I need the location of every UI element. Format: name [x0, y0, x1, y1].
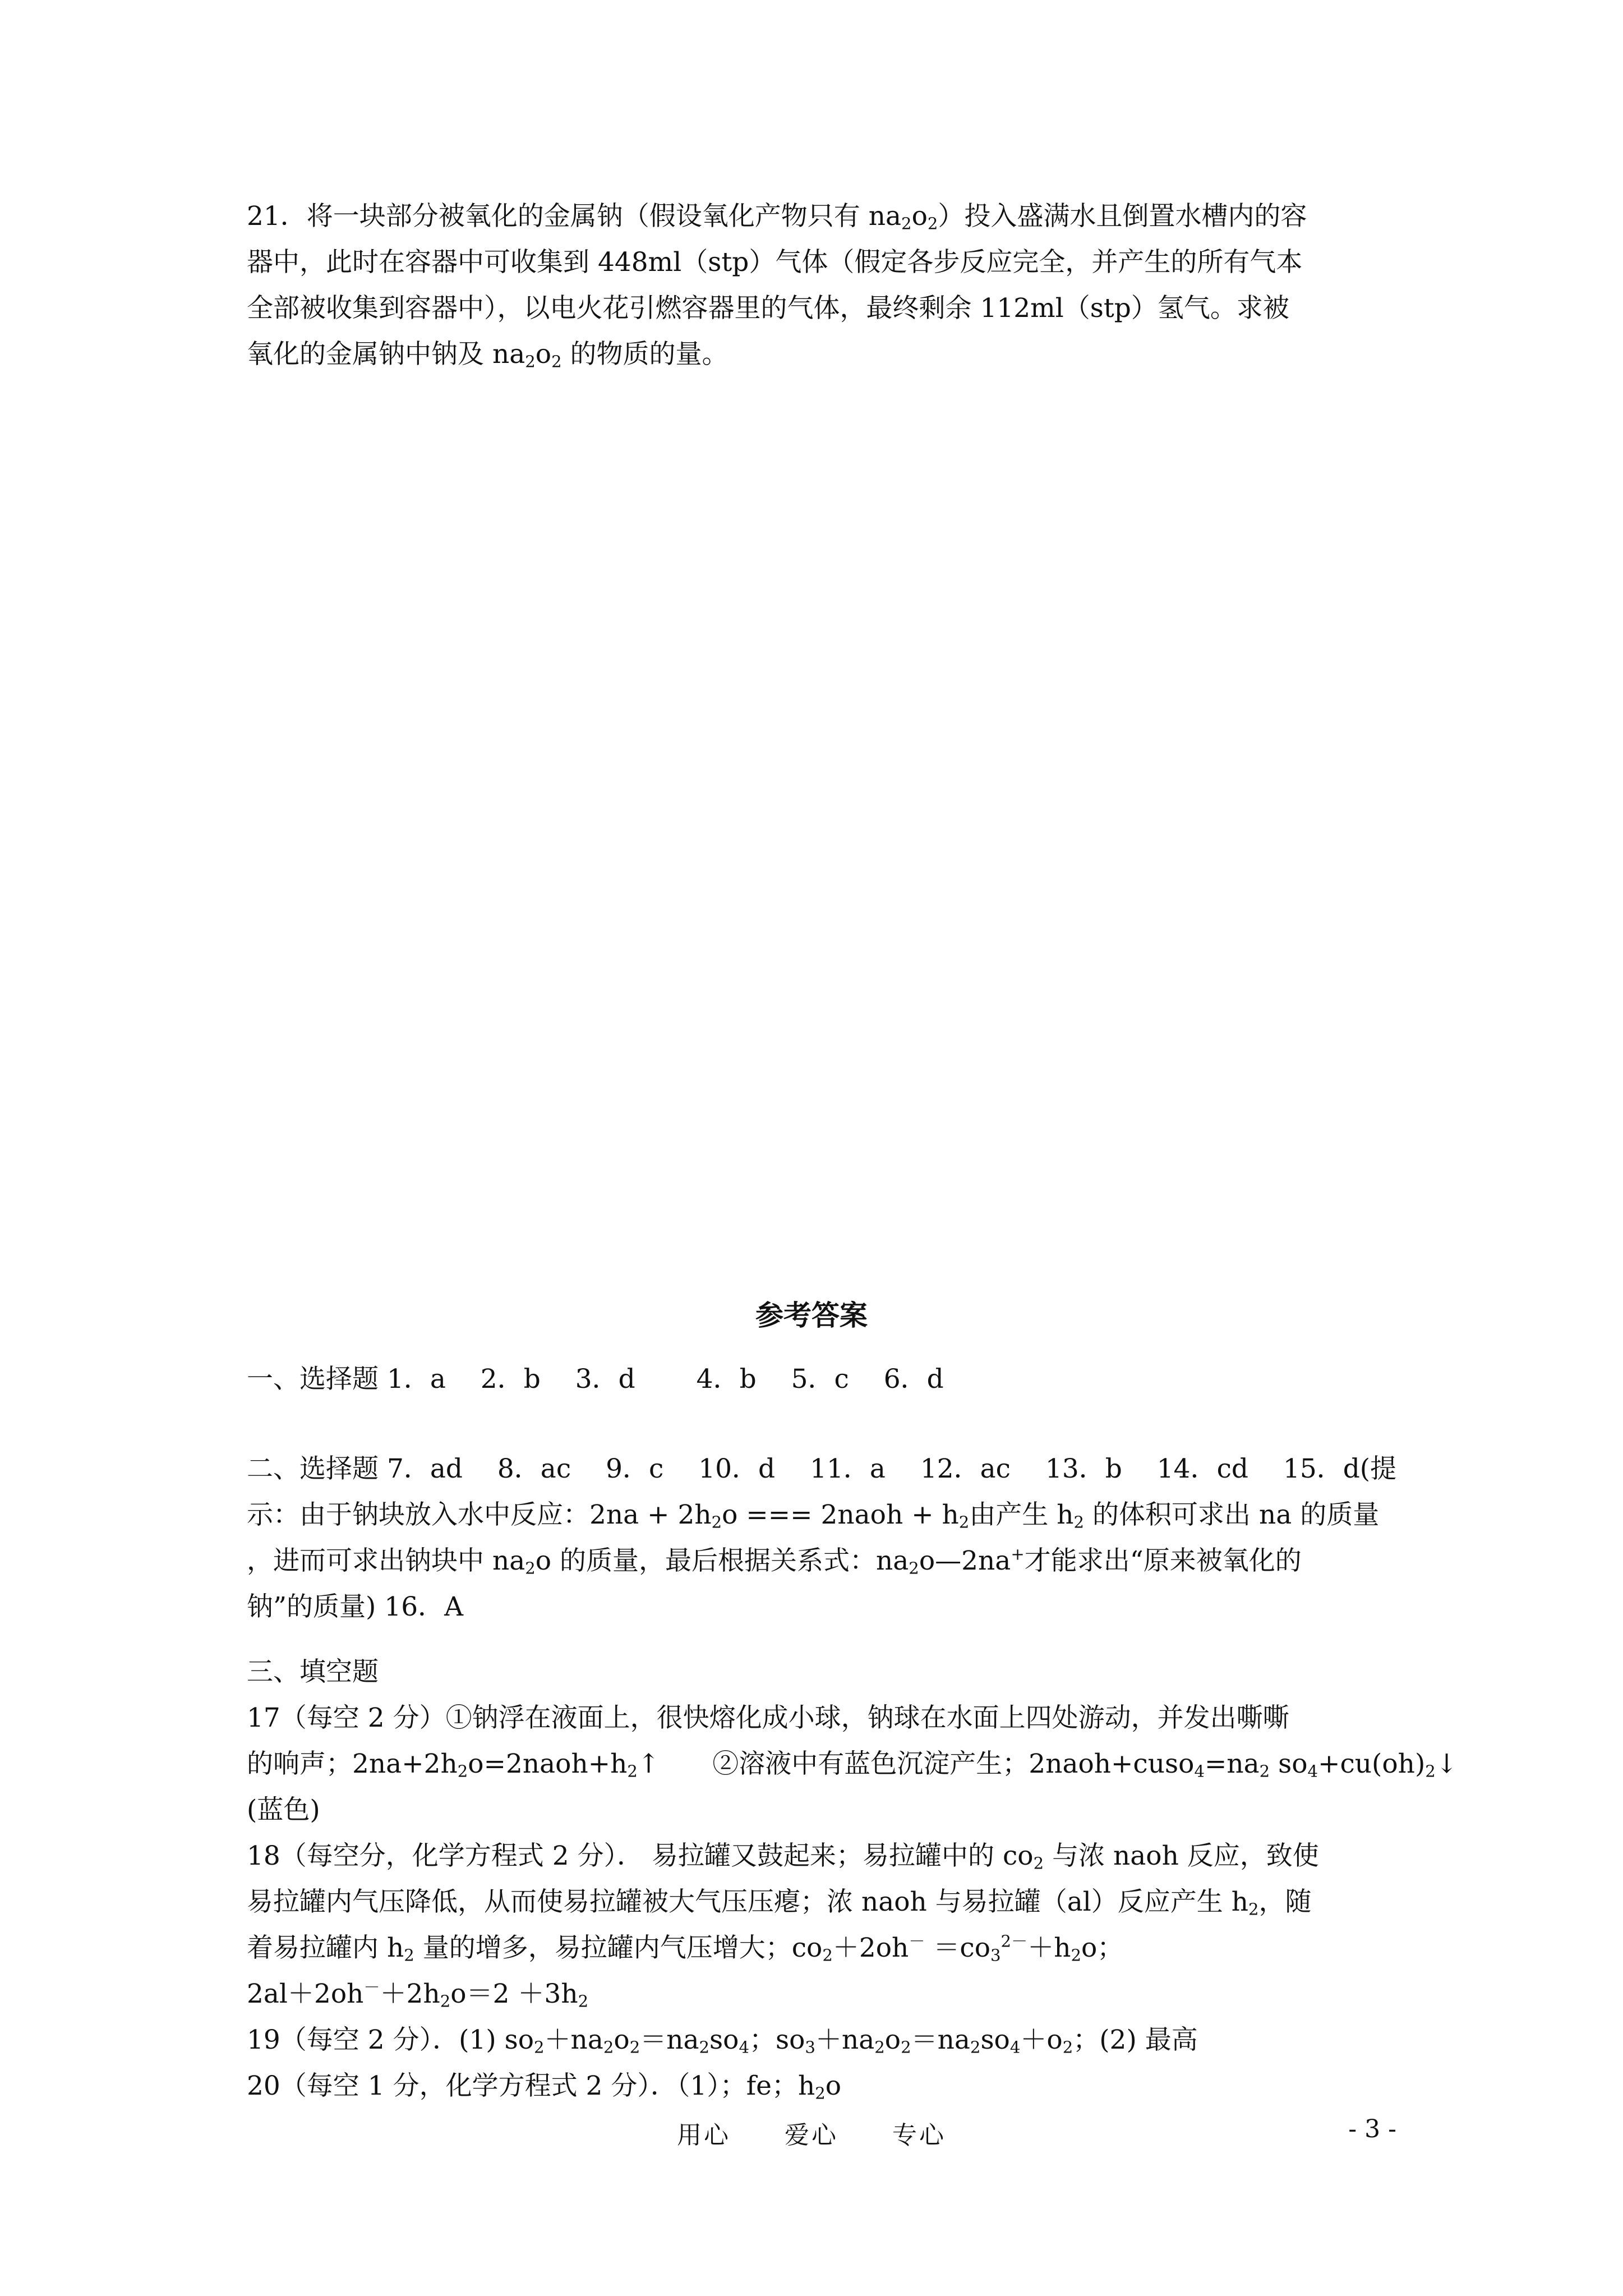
text-line: 器中，此时在容器中可收集到 448ml（stp）气体（假定各步反应完全，并产生的所有气本 [247, 247, 1303, 278]
text-line: 示：由于钠块放入水中反应：$2na + 2h_2o$ === 2naoh + $h_2$由产生 $h_2$ 的体积可求出 na 的质量 [247, 1499, 1380, 1532]
text-line: 一、选择题 1．a 2．b 3．d 4．b 5．c 6．d [247, 1364, 944, 1395]
text-line: 氧化的金属钠中钠及 $na_2o_2$ 的物质的量。 [247, 339, 728, 371]
question-21 [247, 194, 1396, 378]
text-line: 18（每空分，化学方程式 2 分）． 易拉罐又鼓起来；易拉罐中的 $co_2$ 与浓 naoh 反应，致使 [247, 1841, 1319, 1873]
text-line: 二、选择题 7．ad 8．ac 9．c 10．d 11．a 12．ac 13．b 14．cd 15．d(提 [247, 1453, 1397, 1484]
text-line: $2al+2oh^-+2h_2o=2 +3h_2$ [247, 1977, 589, 2011]
section-fill-in-blanks [247, 1649, 1458, 2109]
footer-motto: 用心 爱心 专心 [677, 2121, 946, 2150]
page-number: - 3 - [1348, 2115, 1396, 2143]
text-line: 着易拉罐内 $h_2$ 量的增多，易拉罐内气压增大；$co_2+2oh^- =co_3^{2-}+h_2o$； [247, 1931, 1124, 1965]
text-line: 的响声；$2na+2h_2o=2naoh+h_2↑$ ②溶液中有蓝色沉淀产生；$2naoh+cuso_4=na_2$ $so_4+cu(oh)_2↓$ [247, 1749, 1458, 1781]
text-line: 19（每空 2 分）．(1) $so_2+na_2o_2=na_2so_4$；$so_3+na_2o_2=na_2so_4+o_2$；(2) 最高 [247, 2024, 1198, 2057]
text-line: 21．将一块部分被氧化的金属钠（假设氧化产物只有 $na_2o_2$）投入盛满水且倒置水槽内的容 [247, 201, 1307, 233]
text-line: 易拉罐内气压降低，从而使易拉罐被大气压压瘪；浓 naoh 与易拉罐（al）反应产生 $h_2$，随 [247, 1887, 1312, 1919]
section-multiple-choice-1 [247, 1356, 1396, 1402]
text-line: 20（每空 1 分，化学方程式 2 分）．（1）；fe；$h_2o$ [247, 2070, 842, 2103]
text-line: 17（每空 2 分）①钠浮在液面上，很快熔化成小球，钠球在水面上四处游动，并发出嘶嘶 [247, 1703, 1289, 1733]
answers-title: 参考答案 [755, 1299, 868, 1332]
text-line: ，进而可求出钠块中 $na_2o$ 的质量，最后根据关系式：$na_2o—2na^+$才能求出“原来被氧化的 [247, 1544, 1302, 1578]
text-line: 三、填空题 [247, 1657, 379, 1687]
text-line: (蓝色) [247, 1795, 320, 1825]
section-multiple-choice-2 [247, 1446, 1396, 1630]
text-line: 钠”的质量) 16．A [247, 1591, 464, 1622]
text-line: 全部被收集到容器中），以电火花引燃容器里的气体，最终剩余 112ml（stp）氢气。求被 [247, 293, 1289, 324]
